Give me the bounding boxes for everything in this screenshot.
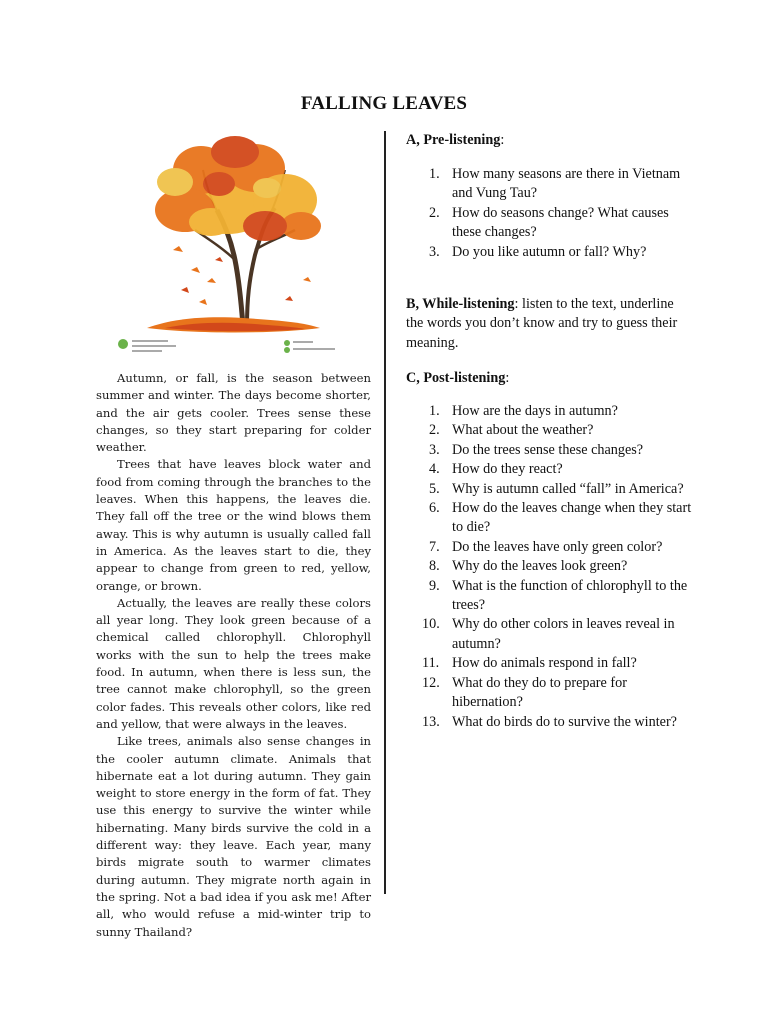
while-listening-instructions: : listen to the text, underline the words you don’t know and try to guess their meaning. [406,296,678,351]
autumn-tree-illustration [115,130,337,360]
section-a-heading: A, Pre-listening: [406,132,505,148]
section-c-heading: C, Post-listening: [406,370,510,386]
page-title: FALLING LEAVES [300,93,468,114]
column-divider [384,131,386,894]
list-item: 12. What do they do to prepare for hibernation? [422,674,627,711]
list-item: 9. What is the function of chlorophyll to the trees? [429,577,688,614]
reading-paragraph-3: Actually, the leaves are really these colors all year long. They look green because of a chemical called chlorophyll. Chlorophyll works with the sun to help the trees make food. In autumn, when there is less sun, the tree cannot make chlorophyll, so the green color fades. This reveals other colors, like red and yellow, that were always in the leaves. [96,595,371,731]
list-item: 2. How do seasons change? What causes these changes? [429,204,669,241]
reading-paragraph-1: Autumn, or fall, is the season between summer and winter. The days become shorter, and the air gets cooler. Trees sense these changes, so they start preparing for colder weather. [96,371,371,455]
list-item: 5. Why is autumn called “fall” in America? [429,480,684,497]
while-listening-label: B, While-listening [406,296,515,312]
pre-listening-questions [406,165,696,262]
list-item: 2. What about the weather? [429,422,594,439]
tree-icon [115,130,337,340]
list-item: 10. Why do other colors in leaves reveal in autumn? [422,616,675,652]
list-item: 1. How are the days in autumn? [429,403,618,419]
reading-passage [96,370,371,941]
reading-paragraph-2: Trees that have leaves block water and food from coming through the branches to the leaves. When this happens, the leaves die. They fall off the tree or the wind blows them away. This is why autumn is usually called fall in America. As the leaves start to die, they appear to change from green to red, yellow, orange, or brown. [96,457,371,593]
list-item: 11. How do animals respond in fall? [422,655,637,672]
watermark-logo-icon [118,339,128,349]
list-item: 1. How many seasons are there in Vietnam and Vung Tau? [429,166,681,202]
list-item: 3. Do the trees sense these changes? [429,441,644,458]
image-watermark [118,338,338,356]
section-b [406,295,681,353]
list-item: 7. Do the leaves have only green color? [429,538,663,555]
list-item: 4. How do they react? [429,461,563,478]
post-listening-questions [406,402,696,732]
post-listening-label: C, Post-listening [406,370,506,386]
pre-listening-label: A, Pre-listening [406,132,501,148]
list-item: 13. What do birds do to survive the winter? [422,713,677,730]
reading-paragraph-4: Like trees, animals also sense changes in the cooler autumn climate. Animals that hibernate eat a lot during autumn. They gain weight to store energy in the form of fat. They use this energy to survive the winter while hibernating. Many birds survive the cold in a different way: they leave. Each year, many birds migrate south to warmer climates during autumn. They migrate north again in the spring. Not a bad idea if you ask me! After all, who would refuse a mid-winter trip to sunny Thailand? [96,734,371,939]
list-item: 8. Why do the leaves look green? [429,558,628,575]
list-item: 6. How do the leaves change when they start to die? [429,500,692,536]
list-item: 3. Do you like autumn or fall? Why? [429,243,647,260]
